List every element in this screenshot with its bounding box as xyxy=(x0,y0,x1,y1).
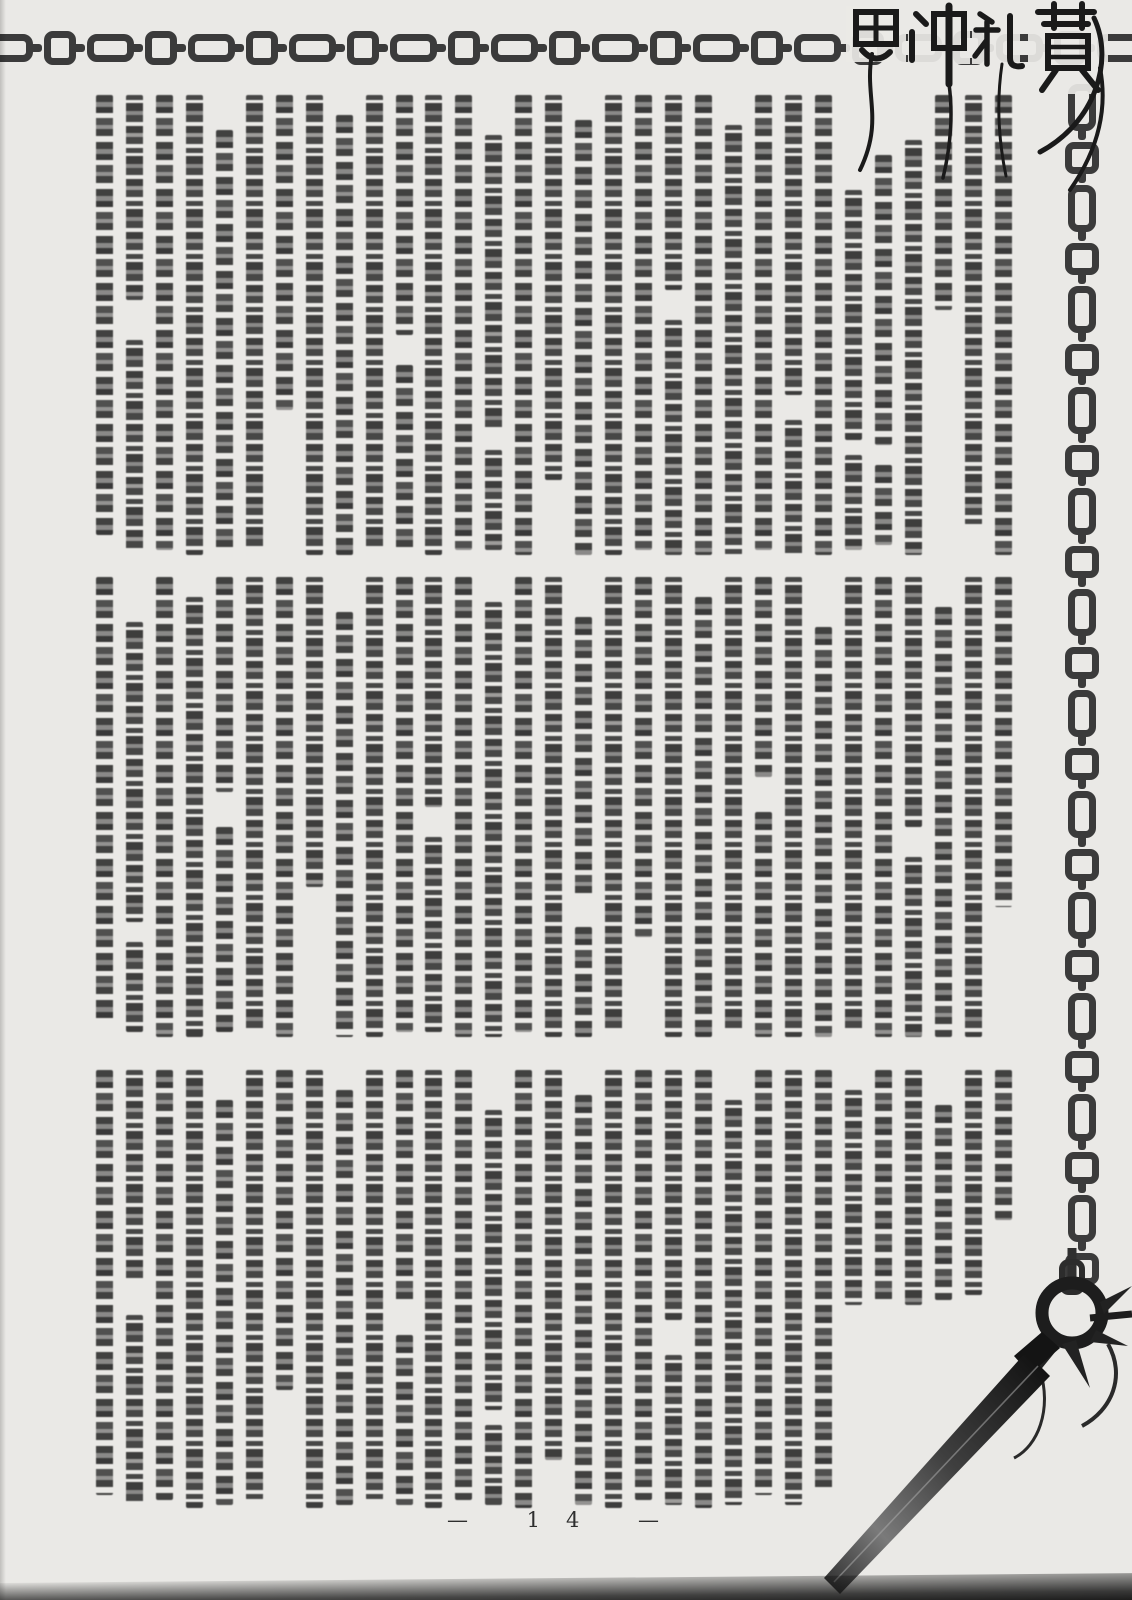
text-column xyxy=(95,577,114,1039)
chain-link xyxy=(390,34,437,62)
title-logo xyxy=(842,0,1132,270)
text-column xyxy=(694,577,713,1039)
text-column xyxy=(664,1070,683,1532)
text-column xyxy=(275,577,294,1039)
text-column xyxy=(424,577,443,1039)
text-column xyxy=(784,95,803,557)
text-column xyxy=(574,95,593,557)
chain-link xyxy=(592,34,639,62)
text-column xyxy=(305,95,324,557)
text-column xyxy=(454,1070,473,1532)
page-number: — 14 — xyxy=(446,1508,686,1532)
text-column xyxy=(125,1070,144,1532)
chain-link xyxy=(145,31,177,65)
chained-nail-illustration xyxy=(790,1248,1132,1600)
chain-link xyxy=(1065,849,1099,881)
text-column xyxy=(694,95,713,557)
text-column xyxy=(964,577,983,1039)
chain-link xyxy=(1065,1051,1099,1083)
text-column xyxy=(754,1070,773,1532)
chain-link xyxy=(188,34,235,62)
text-column xyxy=(335,95,354,557)
chain-link xyxy=(1068,690,1096,737)
chain-link xyxy=(1068,488,1096,535)
chain-link xyxy=(1068,993,1096,1040)
text-column xyxy=(634,95,653,557)
text-column xyxy=(305,577,324,1039)
text-column xyxy=(275,95,294,557)
text-column xyxy=(694,1070,713,1532)
text-column xyxy=(874,577,893,1039)
chain-link xyxy=(289,34,336,62)
text-column xyxy=(305,1070,324,1532)
chain-link xyxy=(1068,589,1096,636)
text-column xyxy=(634,577,653,1039)
text-column xyxy=(95,95,114,557)
text-column xyxy=(724,95,743,557)
text-column xyxy=(454,95,473,557)
text-column xyxy=(604,95,623,557)
text-column xyxy=(185,577,204,1039)
text-column xyxy=(604,1070,623,1532)
chain-link xyxy=(1065,1152,1099,1184)
chain-link xyxy=(1068,1094,1096,1141)
chain-link xyxy=(1065,647,1099,679)
text-column xyxy=(484,577,503,1039)
text-column xyxy=(514,95,533,557)
text-column xyxy=(814,95,833,557)
text-column xyxy=(215,577,234,1039)
chain-link xyxy=(491,34,538,62)
text-column xyxy=(664,95,683,557)
chain-link xyxy=(1068,1195,1096,1242)
text-column xyxy=(245,95,264,557)
chain-link xyxy=(1068,892,1096,939)
text-column xyxy=(544,1070,563,1532)
text-column xyxy=(514,577,533,1039)
text-column xyxy=(514,1070,533,1532)
text-column xyxy=(814,577,833,1039)
text-column xyxy=(574,1070,593,1532)
chain-link xyxy=(1068,387,1096,434)
chain-link xyxy=(1065,546,1099,578)
chain-link xyxy=(549,31,581,65)
chain-link xyxy=(650,31,682,65)
text-column xyxy=(125,577,144,1039)
text-band-middle xyxy=(95,577,1013,1039)
chain-link xyxy=(1065,344,1099,376)
text-column xyxy=(484,95,503,557)
page-edge-shadow xyxy=(0,1573,1132,1600)
text-column xyxy=(185,1070,204,1532)
text-column xyxy=(245,577,264,1039)
text-column xyxy=(634,1070,653,1532)
chain-link xyxy=(1065,950,1099,982)
chain-link xyxy=(1065,445,1099,477)
chain-link xyxy=(794,34,841,62)
text-column xyxy=(544,577,563,1039)
chain-link xyxy=(44,31,76,65)
text-column xyxy=(335,1070,354,1532)
text-column xyxy=(454,577,473,1039)
text-column xyxy=(245,1070,264,1532)
text-column xyxy=(95,1070,114,1532)
text-column xyxy=(544,95,563,557)
text-column xyxy=(125,95,144,557)
text-column xyxy=(424,95,443,557)
text-column xyxy=(724,577,743,1039)
text-column xyxy=(424,1070,443,1532)
scan-edge-left xyxy=(0,0,6,1600)
chain-link xyxy=(693,34,740,62)
text-column xyxy=(604,577,623,1039)
chain-link xyxy=(1068,286,1096,333)
text-column xyxy=(395,95,414,557)
text-column xyxy=(395,577,414,1039)
text-column xyxy=(484,1070,503,1532)
text-column xyxy=(754,577,773,1039)
title-logo-art xyxy=(842,0,1132,270)
text-column xyxy=(365,1070,384,1532)
text-column xyxy=(215,1070,234,1532)
chain-link xyxy=(246,31,278,65)
text-column xyxy=(574,577,593,1039)
chain-link xyxy=(448,31,480,65)
text-column xyxy=(844,577,863,1039)
text-column xyxy=(754,95,773,557)
text-column xyxy=(904,577,923,1039)
text-column xyxy=(365,577,384,1039)
text-column xyxy=(185,95,204,557)
text-column xyxy=(155,95,174,557)
text-column xyxy=(335,577,354,1039)
chain-link xyxy=(1065,748,1099,780)
text-column xyxy=(994,577,1013,1039)
text-column xyxy=(784,577,803,1039)
text-column xyxy=(365,95,384,557)
chain-link xyxy=(1068,791,1096,838)
text-column xyxy=(395,1070,414,1532)
text-column xyxy=(934,577,953,1039)
chain-link xyxy=(751,31,783,65)
text-column xyxy=(155,1070,174,1532)
chain-link xyxy=(87,34,134,62)
text-column xyxy=(664,577,683,1039)
chain-link xyxy=(347,31,379,65)
text-column xyxy=(155,577,174,1039)
text-column xyxy=(275,1070,294,1532)
text-column xyxy=(215,95,234,557)
text-column xyxy=(724,1070,743,1532)
